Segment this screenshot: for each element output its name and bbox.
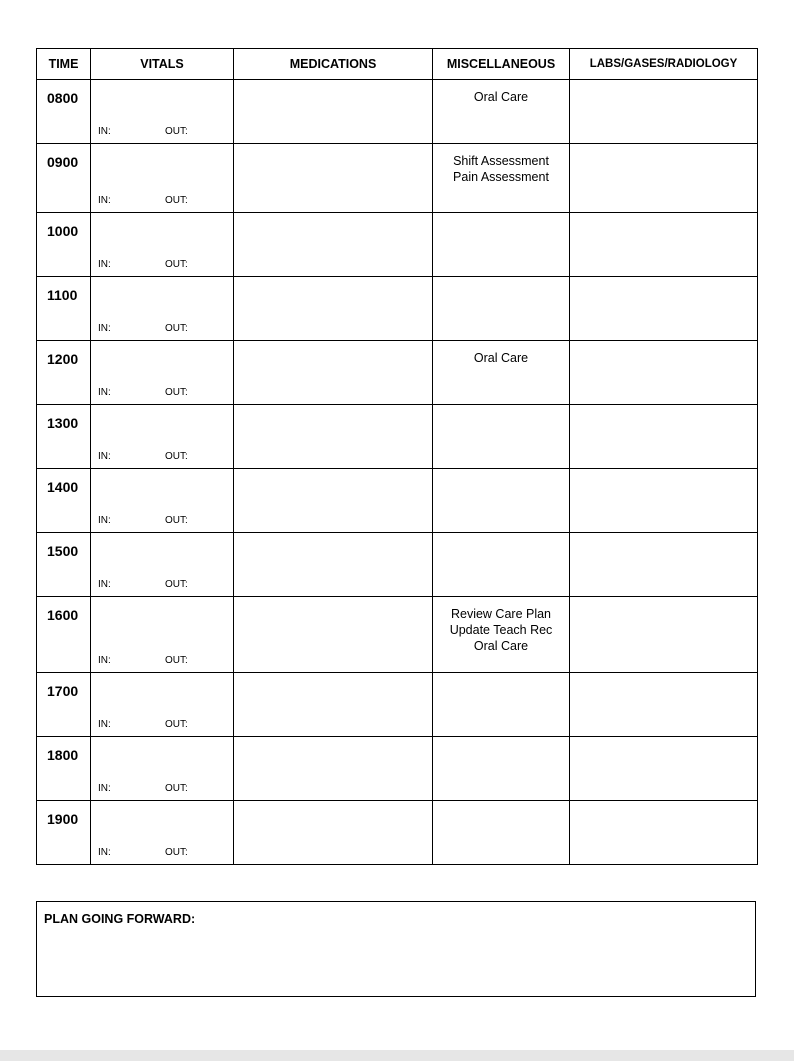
- intake-label: IN:: [98, 126, 111, 137]
- output-label: OUT:: [165, 387, 188, 398]
- table-row: [37, 533, 758, 597]
- intake-label: IN:: [98, 515, 111, 526]
- header-labs: LABS/GASES/RADIOLOGY: [570, 49, 758, 80]
- table-row: [37, 597, 758, 673]
- output-label: OUT:: [165, 195, 188, 206]
- table-row: [37, 737, 758, 801]
- medications-cell[interactable]: [234, 144, 433, 213]
- intake-label: IN:: [98, 387, 111, 398]
- miscellaneous-cell[interactable]: [433, 405, 570, 469]
- miscellaneous-cell[interactable]: [433, 801, 570, 865]
- vitals-cell[interactable]: [91, 144, 234, 213]
- labs-cell[interactable]: [570, 144, 758, 213]
- miscellaneous-cell[interactable]: [433, 533, 570, 597]
- labs-cell[interactable]: [570, 405, 758, 469]
- plan-going-forward-label: PLAN GOING FORWARD:: [44, 912, 196, 926]
- output-label: OUT:: [165, 323, 188, 334]
- table-row: [37, 213, 758, 277]
- vitals-cell[interactable]: [91, 405, 234, 469]
- misc-task: Shift Assessment: [453, 154, 549, 168]
- vitals-cell[interactable]: [91, 277, 234, 341]
- misc-task: Oral Care: [473, 639, 529, 653]
- medications-cell[interactable]: [234, 469, 433, 533]
- labs-cell[interactable]: [570, 80, 758, 144]
- intake-label: IN:: [98, 783, 111, 794]
- output-label: OUT:: [165, 783, 188, 794]
- labs-cell[interactable]: [570, 801, 758, 865]
- output-label: OUT:: [165, 126, 188, 137]
- medications-cell[interactable]: [234, 533, 433, 597]
- miscellaneous-cell[interactable]: [433, 469, 570, 533]
- miscellaneous-cell[interactable]: [433, 597, 570, 673]
- table-row: [37, 277, 758, 341]
- vitals-cell[interactable]: [91, 80, 234, 144]
- miscellaneous-cell[interactable]: [433, 341, 570, 405]
- misc-task: Update Teach Rec: [449, 623, 553, 637]
- time-cell: 1300: [37, 405, 91, 469]
- medications-cell[interactable]: [234, 80, 433, 144]
- time-cell: 1900: [37, 801, 91, 865]
- vitals-cell[interactable]: [91, 213, 234, 277]
- time-cell: 1200: [37, 341, 91, 405]
- table-row: [37, 341, 758, 405]
- miscellaneous-cell[interactable]: [433, 80, 570, 144]
- time-cell: 1100: [37, 277, 91, 341]
- vitals-cell[interactable]: [91, 737, 234, 801]
- output-label: OUT:: [165, 259, 188, 270]
- output-label: OUT:: [165, 719, 188, 730]
- misc-task: Oral Care: [473, 351, 529, 365]
- labs-cell[interactable]: [570, 673, 758, 737]
- output-label: OUT:: [165, 451, 188, 462]
- header-time: TIME: [37, 49, 91, 80]
- labs-cell[interactable]: [570, 597, 758, 673]
- table-row: [37, 673, 758, 737]
- medications-cell[interactable]: [234, 801, 433, 865]
- medications-cell[interactable]: [234, 673, 433, 737]
- time-cell: 0800: [37, 80, 91, 144]
- intake-label: IN:: [98, 655, 111, 666]
- output-label: OUT:: [165, 847, 188, 858]
- time-cell: 1800: [37, 737, 91, 801]
- medications-cell[interactable]: [234, 597, 433, 673]
- time-cell: 1400: [37, 469, 91, 533]
- hourly-flowsheet-table: [36, 48, 758, 865]
- vitals-cell[interactable]: [91, 533, 234, 597]
- output-label: OUT:: [165, 515, 188, 526]
- labs-cell[interactable]: [570, 737, 758, 801]
- intake-label: IN:: [98, 847, 111, 858]
- table-row: [37, 144, 758, 213]
- vitals-cell[interactable]: [91, 801, 234, 865]
- time-cell: 1000: [37, 213, 91, 277]
- miscellaneous-cell[interactable]: [433, 673, 570, 737]
- intake-label: IN:: [98, 259, 111, 270]
- table-body: [37, 80, 758, 865]
- vitals-cell[interactable]: [91, 597, 234, 673]
- medications-cell[interactable]: [234, 341, 433, 405]
- miscellaneous-cell[interactable]: [433, 213, 570, 277]
- page-bottom-bar: [0, 1050, 794, 1061]
- header-medications: MEDICATIONS: [234, 49, 433, 80]
- table-row: [37, 405, 758, 469]
- header-vitals: VITALS: [91, 49, 234, 80]
- labs-cell[interactable]: [570, 341, 758, 405]
- vitals-cell[interactable]: [91, 673, 234, 737]
- output-label: OUT:: [165, 579, 188, 590]
- labs-cell[interactable]: [570, 469, 758, 533]
- table-row: [37, 469, 758, 533]
- time-cell: 1500: [37, 533, 91, 597]
- labs-cell[interactable]: [570, 277, 758, 341]
- labs-cell[interactable]: [570, 213, 758, 277]
- misc-task: Pain Assessment: [453, 170, 549, 184]
- table-row: [37, 80, 758, 144]
- misc-task: Review Care Plan: [450, 607, 552, 621]
- medications-cell[interactable]: [234, 277, 433, 341]
- intake-label: IN:: [98, 195, 111, 206]
- intake-label: IN:: [98, 323, 111, 334]
- medications-cell[interactable]: [234, 405, 433, 469]
- miscellaneous-cell[interactable]: [433, 144, 570, 213]
- miscellaneous-cell[interactable]: [433, 277, 570, 341]
- time-cell: 0900: [37, 144, 91, 213]
- intake-label: IN:: [98, 579, 111, 590]
- table-header-row: [37, 49, 758, 80]
- header-miscellaneous: MISCELLANEOUS: [433, 49, 570, 80]
- plan-going-forward-box[interactable]: [36, 901, 756, 997]
- table-row: [37, 801, 758, 865]
- medications-cell[interactable]: [234, 737, 433, 801]
- intake-label: IN:: [98, 451, 111, 462]
- output-label: OUT:: [165, 655, 188, 666]
- labs-cell[interactable]: [570, 533, 758, 597]
- misc-task: Oral Care: [473, 90, 529, 104]
- vitals-cell[interactable]: [91, 341, 234, 405]
- time-cell: 1600: [37, 597, 91, 673]
- vitals-cell[interactable]: [91, 469, 234, 533]
- time-cell: 1700: [37, 673, 91, 737]
- miscellaneous-cell[interactable]: [433, 737, 570, 801]
- intake-label: IN:: [98, 719, 111, 730]
- medications-cell[interactable]: [234, 213, 433, 277]
